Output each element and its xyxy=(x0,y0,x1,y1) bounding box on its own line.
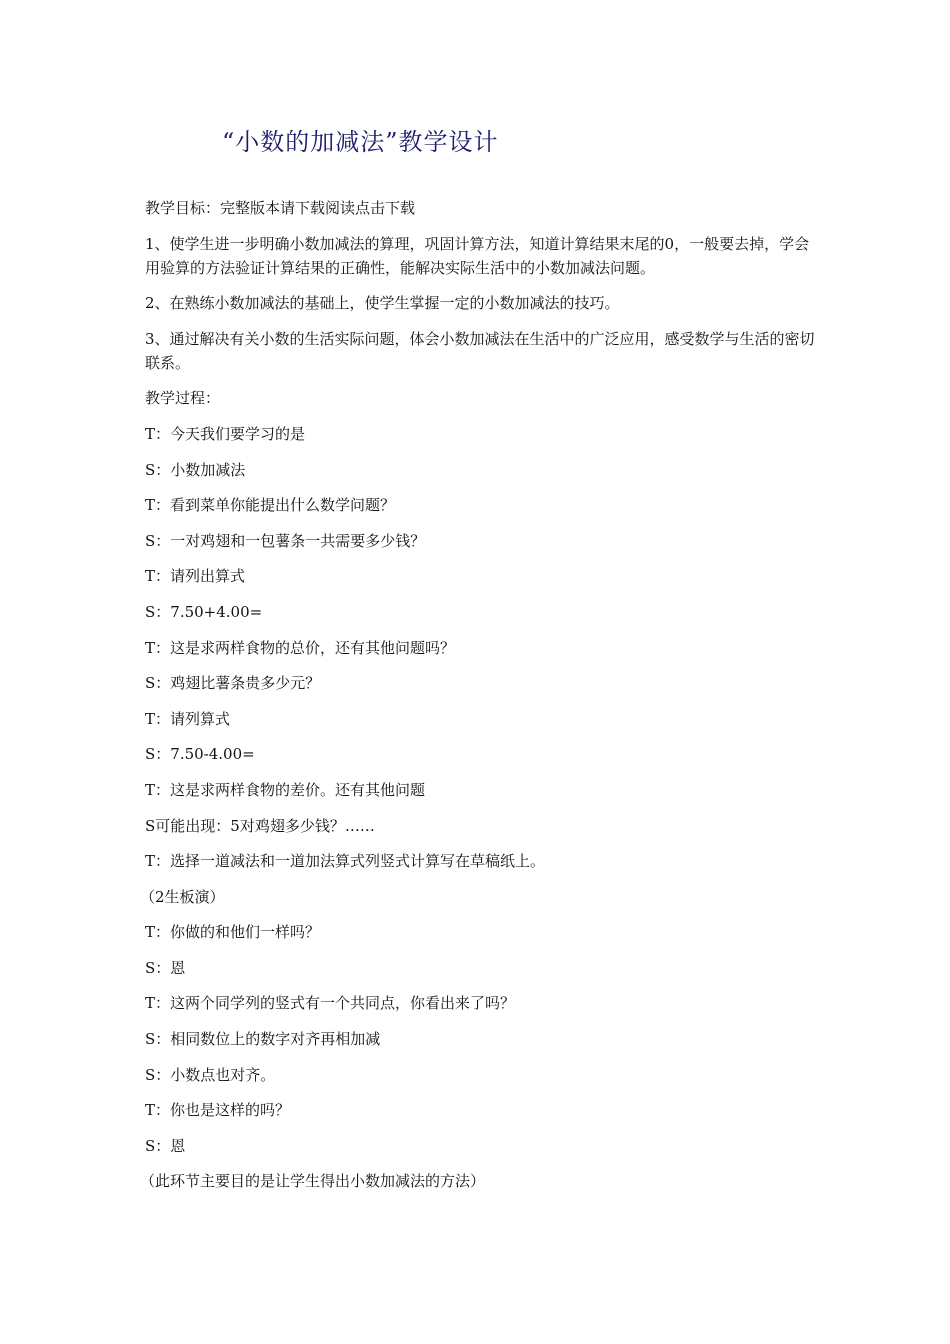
dialogue-line: T：今天我们要学习的是 xyxy=(145,424,306,443)
dialogue-line: S：小数加减法 xyxy=(145,460,246,479)
stage-note: （2生板演） xyxy=(140,887,225,906)
dialogue-line: T：你也是这样的吗？ xyxy=(145,1101,291,1120)
document-body xyxy=(140,196,815,1205)
dialogue-line: T：这两个同学列的竖式有一个共同点，你看出来了吗？ xyxy=(145,994,516,1013)
dialogue-line: S：鸡翅比薯条贵多少元？ xyxy=(145,674,321,693)
dialogue-line: T：选择一道减法和一道加法算式列竖式计算写在草稿纸上。 xyxy=(145,852,546,871)
dialogue-line: T：请列算式 xyxy=(145,709,231,728)
dialogue-line: T：这是求两样食物的总价，还有其他问题吗？ xyxy=(145,638,456,657)
dialogue-line: S：7.50+4.00= xyxy=(145,602,263,621)
dialogue-line: S：小数点也对齐。 xyxy=(145,1065,276,1084)
goal-item-3: 3、通过解决有关小数的生活实际问题，体会小数加减法在生活中的广泛应用，感受数学与生活的密切联系。 xyxy=(145,329,815,372)
dialogue-line: S：一对鸡翅和一包薯条一共需要多少钱？ xyxy=(145,531,426,550)
dialogue-line: T：你做的和他们一样吗？ xyxy=(145,923,321,942)
section-note: （此环节主要目的是让学生得出小数加减法的方法） xyxy=(140,1172,486,1191)
dialogue-line: T：看到菜单你能提出什么数学问题？ xyxy=(145,496,396,515)
dialogue-line: S：7.50-4.00= xyxy=(145,745,255,764)
dialogue-line: S：恩 xyxy=(145,1136,186,1155)
goal-item-2: 2、在熟练小数加减法的基础上，使学生掌握一定的小数加减法的技巧。 xyxy=(145,294,620,313)
goal-item-1: 1、使学生进一步明确小数加减法的算理，巩固计算方法，知道计算结果末尾的0，一般要去掉，学会用验算的方法验证计算结果的正确性，能解决实际生活中的小数加减法问题。 xyxy=(145,234,810,277)
dialogue-line: T：这是求两样食物的差价。还有其他问题 xyxy=(145,780,426,799)
dialogue-line: T：请列出算式 xyxy=(145,567,246,586)
dialogue-line: S：相同数位上的数字对齐再相加减 xyxy=(145,1030,381,1049)
teaching-goals-heading: 教学目标：完整版本请下载阅读点击下载 xyxy=(145,199,416,217)
document-title: “小数的加减法”教学设计 xyxy=(222,128,499,156)
teaching-process-heading: 教学过程： xyxy=(145,389,221,408)
dialogue-line: S：恩 xyxy=(145,958,186,977)
dialogue-line: S可能出现：5对鸡翅多少钱？…… xyxy=(145,816,375,835)
